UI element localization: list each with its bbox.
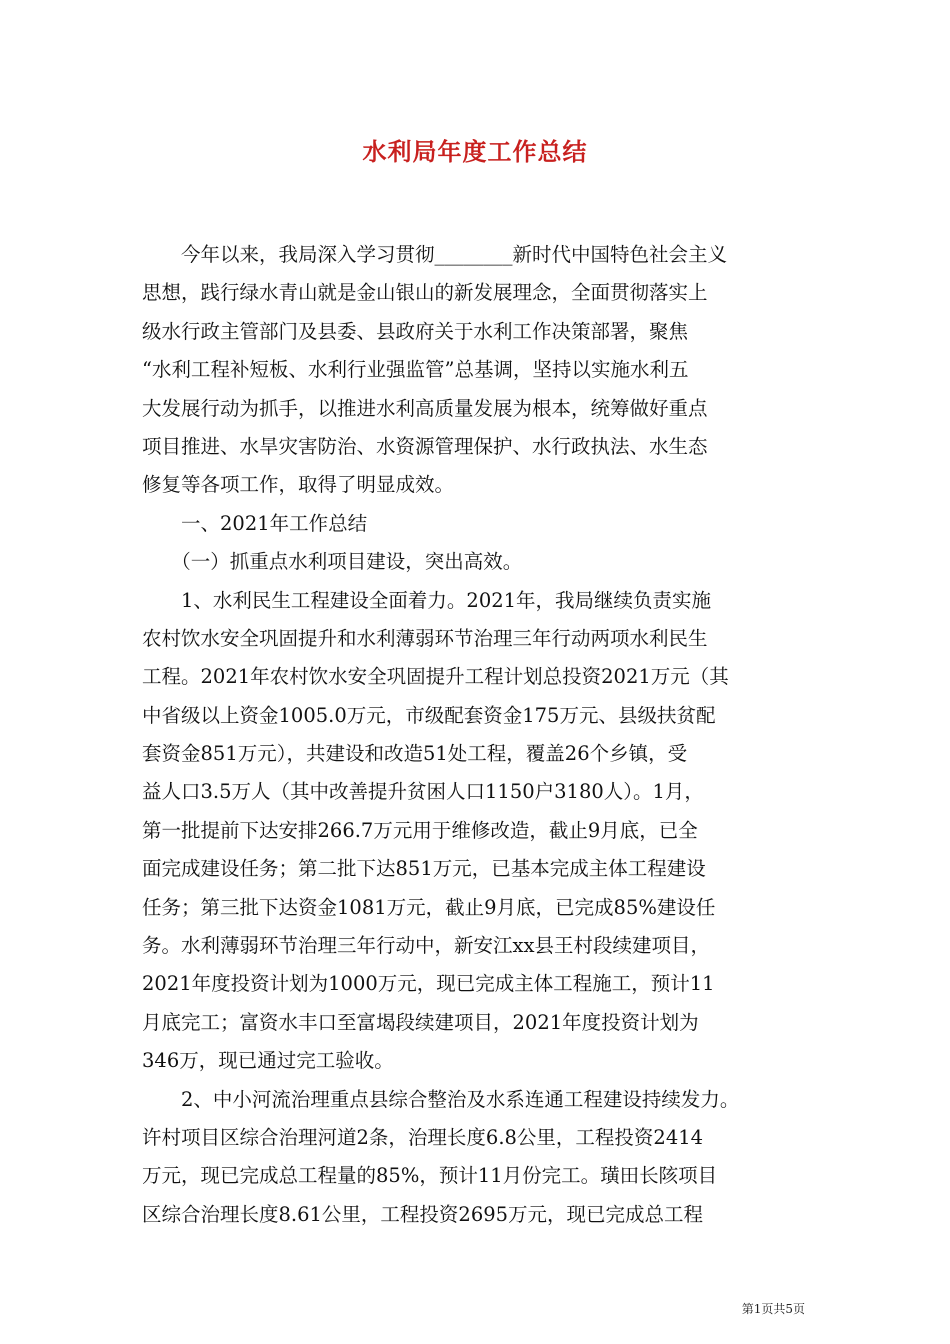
body-line: 工程。2021年农村饮水安全巩固提升工程计划总投资2021万元（其 xyxy=(142,665,729,689)
document-body xyxy=(142,236,812,1234)
body-line: 2021年度投资计划为1000万元，现已完成主体工程施工，预计11 xyxy=(142,972,715,996)
body-line: 项目推进、水旱灾害防治、水资源管理保护、水行政执法、水生态 xyxy=(142,434,708,458)
body-line: 346万，现已通过完工验收。 xyxy=(142,1049,394,1073)
page-number: 第1页共5页 xyxy=(741,1302,805,1316)
body-line: 1、水利民生工程建设全面着力。2021年，我局继续负责实施 xyxy=(142,588,712,612)
body-line: 益人口3.5万人（其中改善提升贫困人口1150户3180人）。1月， xyxy=(142,780,704,804)
body-line: 2、中小河流治理重点县综合整治及水系连通工程建设持续发力。 xyxy=(142,1087,740,1111)
body-line: 务。水利薄弱环节治理三年行动中，新安江xx县王村段续建项目， xyxy=(142,934,710,958)
body-line: 级水行政主管部门及县委、县政府关于水利工作决策部署，聚焦 xyxy=(142,319,689,343)
section-heading: 一、2021年工作总结 xyxy=(142,511,368,535)
body-line: 套资金851万元），共建设和改造51处工程，覆盖26个乡镇，受 xyxy=(142,742,688,766)
body-line: 中省级以上资金1005.0万元，市级配套资金175万元、县级扶贫配 xyxy=(142,703,716,727)
body-line: 月底完工；富资水丰口至富堨段续建项目，2021年度投资计划为 xyxy=(142,1010,699,1034)
body-line: 区综合治理长度8.61公里，工程投资2695万元，现已完成总工程 xyxy=(142,1202,704,1226)
body-line: 任务；第三批下达资金1081万元，截止9月底，已完成85%建设任 xyxy=(142,895,716,919)
body-line: 许村项目区综合治理河道2条，治理长度6.8公里，工程投资2414 xyxy=(142,1125,704,1149)
body-line: 第一批提前下达安排266.7万元用于维修改造，截止9月底，已全 xyxy=(142,818,698,842)
body-line: 面完成建设任务；第二批下达851万元，已基本完成主体工程建设 xyxy=(142,857,706,881)
body-line: 修复等各项工作，取得了明显成效。 xyxy=(142,473,455,497)
body-line: 万元，现已完成总工程量的85%，预计11月份完工。璜田长陔项目 xyxy=(142,1164,718,1188)
body-line: “水利工程补短板、水利行业强监管”总基调，坚持以实施水利五 xyxy=(142,358,689,382)
page-title: 水利局年度工作总结 xyxy=(362,138,588,166)
subsection-heading: （一）抓重点水利项目建设，突出高效。 xyxy=(142,550,523,574)
body-line: 大发展行动为抓手，以推进水利高质量发展为根本，统筹做好重点 xyxy=(142,396,708,420)
body-line: 今年以来，我局深入学习贯彻________新时代中国特色社会主义 xyxy=(142,243,728,266)
body-line: 农村饮水安全巩固提升和水利薄弱环节治理三年行动两项水利民生 xyxy=(142,626,708,650)
body-line: 思想，践行绿水青山就是金山银山的新发展理念，全面贯彻落实上 xyxy=(142,281,708,305)
